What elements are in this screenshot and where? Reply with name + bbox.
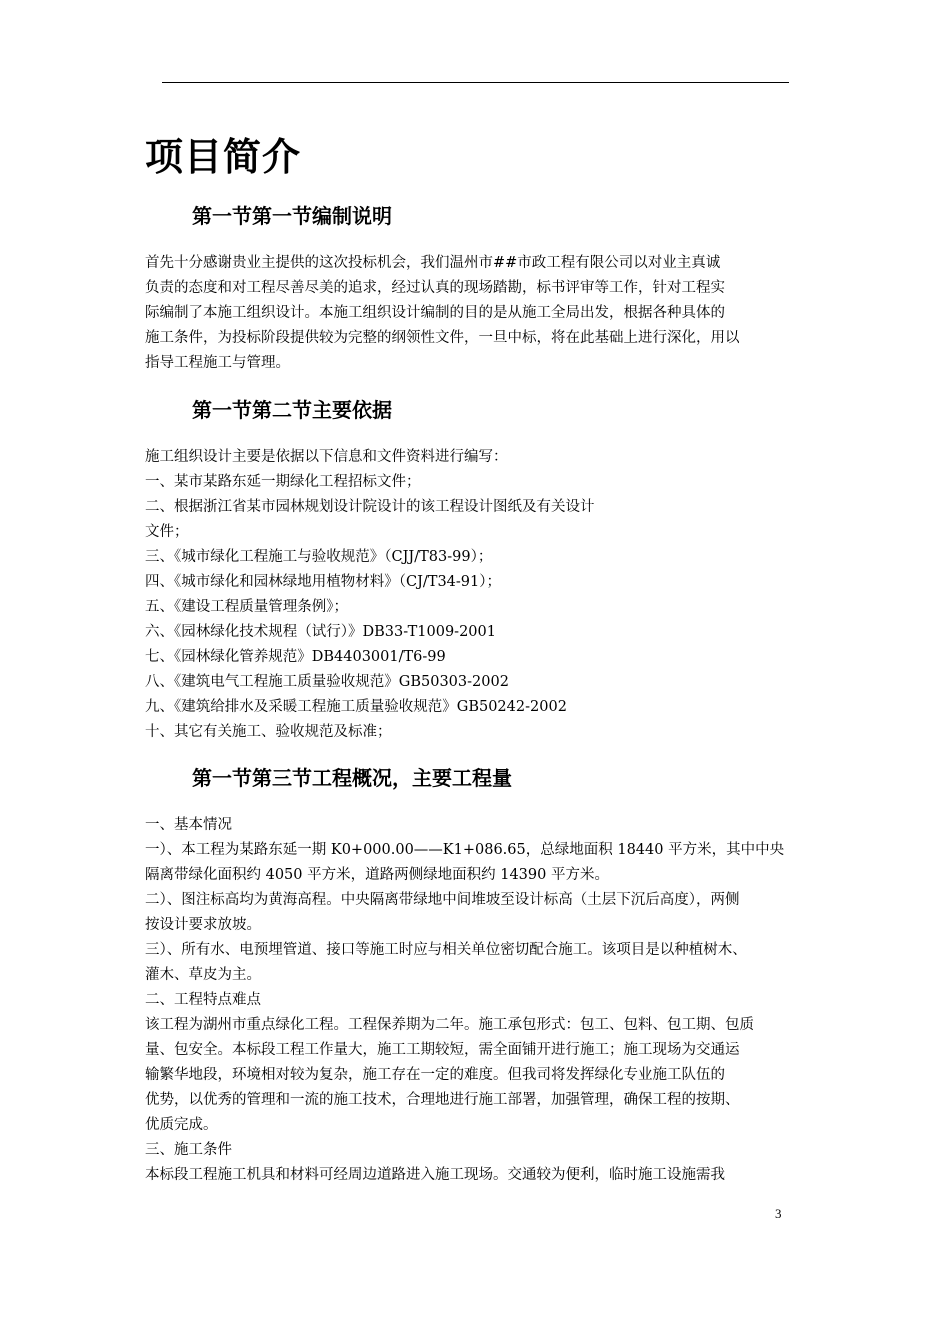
- paragraph-line: 二、工程特点难点: [145, 992, 261, 1008]
- page-title: 项目简介: [145, 135, 302, 179]
- paragraph-line: 三、《城市绿化工程施工与验收规范》（CJJ/T83-99）；: [145, 549, 493, 565]
- header-rule: [162, 82, 789, 83]
- paragraph-line: 输繁华地段，环境相对较为复杂，施工存在一定的难度。但我司将发挥绿化专业施工队伍的: [145, 1067, 725, 1083]
- paragraph-line: 按设计要求放坡。: [145, 917, 261, 933]
- paragraph-line: 五、《建设工程质量管理条例》；: [145, 599, 348, 615]
- section-1-body: [145, 251, 807, 376]
- paragraph-line: 优势，以优秀的管理和一流的施工技术，合理地进行施工部署，加强管理，确保工程的按期、: [145, 1092, 740, 1108]
- paragraph-line: 三）、所有水、电预埋管道、接口等施工时应与相关单位密切配合施工。该项目是以种植树木、: [145, 942, 747, 958]
- page-number: 3: [775, 1206, 782, 1221]
- section-3-body: [145, 813, 807, 1188]
- paragraph-line: 八、《建筑电气工程施工质量验收规范》GB50303-2002: [145, 674, 509, 690]
- paragraph-line: 负责的态度和对工程尽善尽美的追求，经过认真的现场踏勘，标书评审等工作，针对工程实: [145, 280, 725, 296]
- paragraph-line: 七、《园林绿化管养规范》DB4403001/T6-99: [145, 649, 446, 665]
- paragraph-line: 二）、图注标高均为黄海高程。中央隔离带绿地中间堆坡至设计标高（土层下沉后高度），两侧: [145, 892, 740, 908]
- section-heading-3: 第一节第三节工程概况，主要工程量: [192, 766, 512, 790]
- paragraph-line: 十、其它有关施工、验收规范及标准；: [145, 724, 392, 740]
- paragraph-line: 首先十分感谢贵业主提供的这次投标机会，我们温州市##市政工程有限公司以对业主真诚: [145, 255, 721, 271]
- paragraph-line: 九、《建筑给排水及采暖工程施工质量验收规范》GB50242-2002: [145, 699, 567, 715]
- paragraph-line: 该工程为湖州市重点绿化工程。工程保养期为二年。施工承包形式：包工、包料、包工期、包质: [145, 1017, 754, 1033]
- paragraph-line: 一、基本情况: [145, 817, 232, 833]
- paragraph-line: 文件；: [145, 524, 189, 540]
- paragraph-line: 施工条件，为投标阶段提供较为完整的纲领性文件，一旦中标，将在此基础上进行深化，用以: [145, 330, 740, 346]
- paragraph-line: 指导工程施工与管理。: [145, 355, 290, 371]
- paragraph-line: 四、《城市绿化和园林绿地用植物材料》（CJ/T34-91）；: [145, 574, 502, 590]
- paragraph-line: 一、某市某路东延一期绿化工程招标文件；: [145, 474, 421, 490]
- paragraph-line: 本标段工程施工机具和材料可经周边道路进入施工现场。交通较为便利，临时施工设施需我: [145, 1167, 725, 1183]
- paragraph-line: 优质完成。: [145, 1117, 218, 1133]
- paragraph-line: 三、施工条件: [145, 1142, 232, 1158]
- section-heading-1: 第一节第一节编制说明: [192, 204, 392, 228]
- paragraph-line: 灌木、草皮为主。: [145, 967, 261, 983]
- section-heading-2: 第一节第二节主要依据: [192, 398, 392, 422]
- paragraph-line: 六、《园林绿化技术规程（试行）》DB33-T1009-2001: [145, 624, 496, 640]
- paragraph-line: 一）、本工程为某路东延一期 K0+000.00——K1+086.65，总绿地面积 18440 平方米，其中中央: [145, 842, 785, 858]
- paragraph-line: 量、包安全。本标段工程工作量大，施工工期较短，需全面铺开进行施工；施工现场为交通运: [145, 1042, 740, 1058]
- paragraph-line: 隔离带绿化面积约 4050 平方米，道路两侧绿地面积约 14390 平方米。: [145, 867, 609, 883]
- paragraph-line: 施工组织设计主要是依据以下信息和文件资料进行编写：: [145, 449, 508, 465]
- paragraph-line: 际编制了本施工组织设计。本施工组织设计编制的目的是从施工全局出发，根据各种具体的: [145, 305, 725, 321]
- paragraph-line: 二、根据浙江省某市园林规划设计院设计的该工程设计图纸及有关设计: [145, 499, 595, 515]
- section-2-body: [145, 445, 807, 745]
